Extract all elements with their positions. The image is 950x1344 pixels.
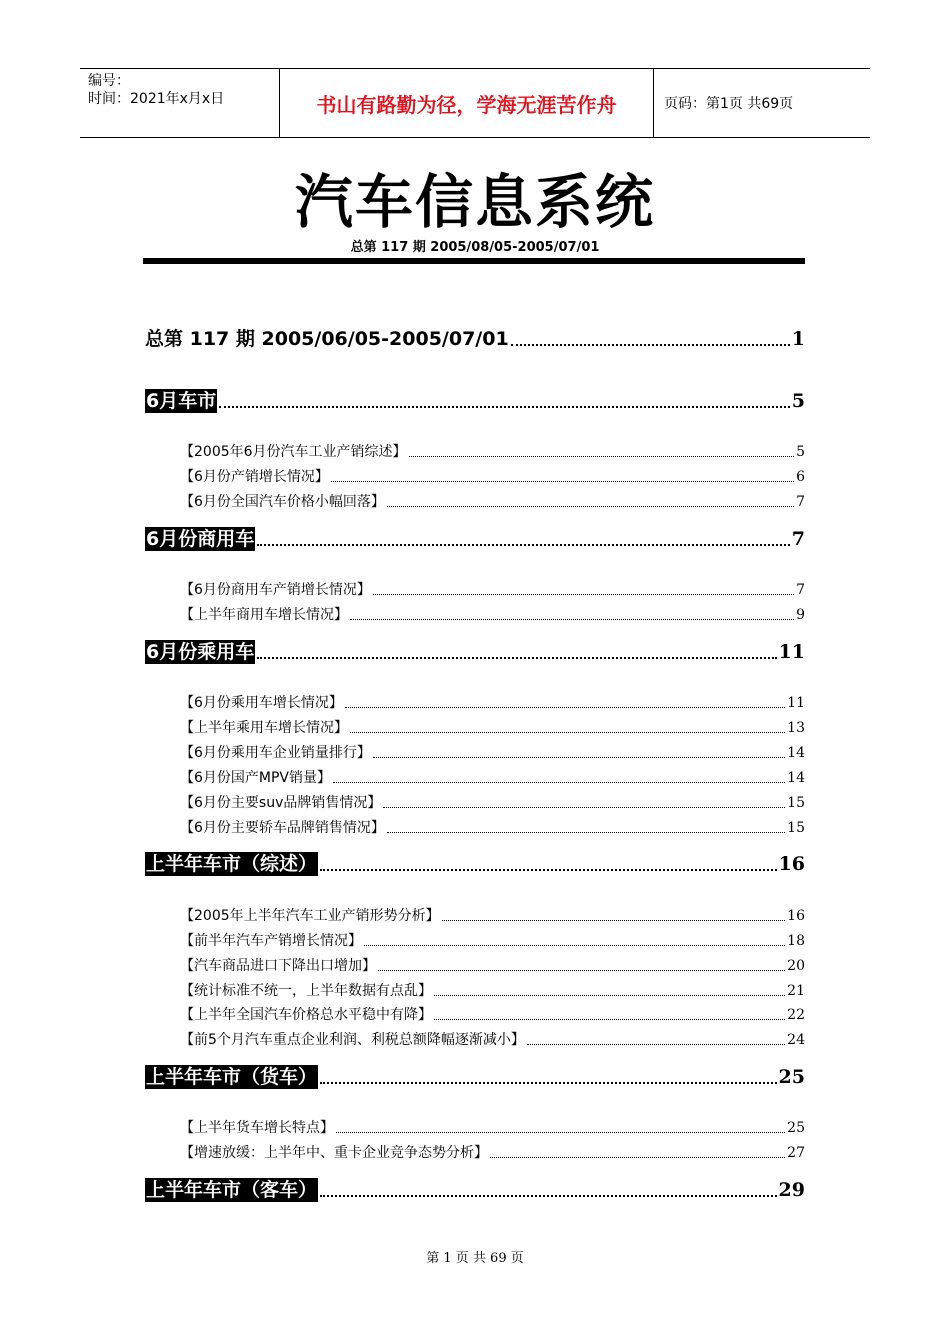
toc-item-page: 21 [787, 983, 805, 999]
toc-section-page: 7 [791, 528, 805, 550]
toc-item-page: 18 [787, 933, 805, 949]
toc-item-page: 25 [787, 1120, 805, 1136]
toc-item-label: 【前5个月汽车重点企业利润、利税总额降幅逐渐减小】 [180, 1032, 525, 1048]
toc-leader-dots [364, 945, 785, 946]
toc-leader-dots [373, 594, 794, 595]
toc-item-page: 14 [787, 745, 805, 761]
toc-item[interactable] [180, 817, 805, 837]
toc-leader-dots [387, 506, 794, 507]
toc-item-page: 22 [787, 1007, 805, 1023]
toc-item[interactable] [180, 767, 805, 787]
toc-item-label: 【6月份乘用车企业销量排行】 [180, 745, 371, 761]
toc-section-page: 16 [778, 853, 805, 875]
toc-item-page: 9 [796, 607, 805, 623]
toc-leader-dots [331, 481, 794, 482]
toc-item-label: 【上半年乘用车增长情况】 [180, 720, 348, 736]
toc-item-page: 7 [796, 494, 805, 510]
toc-leader-dots [257, 544, 790, 546]
toc-leader-dots [442, 920, 786, 921]
toc-item[interactable] [180, 441, 805, 461]
toc-leader-dots [320, 1195, 777, 1197]
toc-section-label: 6月份乘用车 [146, 641, 255, 663]
toc-item-label: 【6月份全国汽车价格小幅回落】 [180, 494, 385, 510]
toc-section[interactable] [145, 1065, 805, 1089]
toc-section-page: 11 [778, 641, 805, 663]
page-footer: 第 1 页 共 69 页 [426, 1251, 524, 1266]
toc-leader-dots [219, 406, 790, 408]
toc-item-label: 【上半年全国汽车价格总水平稳中有降】 [180, 1007, 432, 1023]
toc-item[interactable] [180, 980, 805, 1000]
document-subtitle: 总第 117 期 2005/08/05-2005/07/01 [350, 240, 600, 255]
toc-item[interactable] [180, 717, 805, 737]
toc-section[interactable] [145, 527, 805, 551]
toc-item[interactable] [180, 604, 805, 624]
toc-item[interactable] [180, 1142, 805, 1162]
toc-item[interactable] [180, 491, 805, 511]
toc-item-page: 20 [787, 958, 805, 974]
toc-leader-dots [257, 657, 776, 659]
toc-leader-dots [378, 970, 785, 971]
toc-item-label: 【上半年货车增长特点】 [180, 1120, 334, 1136]
toc-item-label: 【6月份主要轿车品牌销售情况】 [180, 820, 385, 836]
toc-item-label: 【6月份乘用车增长情况】 [180, 695, 343, 711]
toc-leader-dots [373, 757, 785, 758]
toc-item-page: 7 [796, 582, 805, 598]
toc-leader-dots [511, 344, 790, 346]
toc-item-label: 【上半年商用车增长情况】 [180, 607, 348, 623]
toc-item-label: 【6月份产销增长情况】 [180, 469, 329, 485]
toc-section-page: 25 [778, 1066, 805, 1088]
toc-item-page: 15 [787, 795, 805, 811]
toc-item-label: 【2005年上半年汽车工业产销形势分析】 [180, 908, 440, 924]
toc-section-label: 上半年车市（客车） [146, 1179, 318, 1201]
toc-leader-dots [350, 732, 785, 733]
toc-item-page: 11 [787, 695, 805, 711]
toc-item[interactable] [180, 792, 805, 812]
toc-item-label: 【6月份主要suv品牌销售情况】 [180, 795, 382, 811]
toc-item-page: 14 [787, 770, 805, 786]
toc-item[interactable] [180, 930, 805, 950]
document-header [80, 68, 870, 138]
toc-entry-page: 1 [791, 328, 805, 350]
toc-item-label: 【6月份商用车产销增长情况】 [180, 582, 371, 598]
toc-entry-label: 总第 117 期 2005/06/05-2005/07/01 [145, 328, 509, 350]
toc-item-page: 6 [796, 469, 805, 485]
toc-item-page: 13 [787, 720, 805, 736]
toc-item-page: 15 [787, 820, 805, 836]
toc-section-page: 5 [791, 390, 805, 412]
header-time-label: 时间：2021年x月x日 [88, 91, 225, 107]
toc-section-label: 上半年车市（货车） [146, 1066, 318, 1088]
toc-leader-dots [434, 1019, 785, 1020]
toc-leader-dots [409, 456, 795, 457]
title-rule [143, 258, 805, 264]
toc-item-label: 【6月份国产MPV销量】 [180, 770, 332, 786]
header-page-info: 页码：第1页 共69页 [664, 96, 794, 112]
toc-item[interactable] [180, 692, 805, 712]
toc-section-label: 6月车市 [146, 390, 217, 412]
toc-section[interactable] [145, 1178, 805, 1202]
toc-item-page: 24 [787, 1032, 805, 1048]
toc-section[interactable] [145, 852, 805, 876]
toc-item[interactable] [180, 1029, 805, 1049]
toc-section[interactable] [145, 389, 805, 413]
toc-leader-dots [527, 1044, 785, 1045]
header-meta [80, 69, 280, 137]
toc-section-label: 上半年车市（综述） [146, 853, 318, 875]
toc-item[interactable] [180, 1117, 805, 1137]
toc-leader-dots [320, 1082, 777, 1084]
toc-leader-dots [490, 1157, 785, 1158]
toc-item[interactable] [180, 742, 805, 762]
toc-section-label: 6月份商用车 [146, 528, 255, 550]
toc-leader-dots [434, 995, 785, 996]
header-code-label: 编号： [88, 73, 130, 89]
toc-leader-dots [320, 869, 777, 871]
toc-item-label: 【汽车商品进口下降出口增加】 [180, 958, 376, 974]
toc-entry-top[interactable] [145, 324, 805, 351]
toc-item-page: 5 [796, 444, 805, 460]
toc-leader-dots [345, 707, 785, 708]
toc-item-label: 【增速放缓：上半年中、重卡企业竞争态势分析】 [180, 1145, 488, 1161]
toc-leader-dots [350, 619, 794, 620]
document-title: 汽车信息系统 [294, 168, 655, 236]
toc-item[interactable] [180, 579, 805, 599]
header-motto: 书山有路勤为径，学海无涯苦作舟 [280, 69, 654, 137]
toc-leader-dots [383, 807, 785, 808]
toc-item[interactable] [180, 905, 805, 925]
toc-item[interactable] [180, 955, 805, 975]
toc-item-label: 【前半年汽车产销增长情况】 [180, 933, 362, 949]
toc-item-page: 16 [787, 908, 805, 924]
toc-item[interactable] [180, 466, 805, 486]
toc-item[interactable] [180, 1004, 805, 1024]
toc-section[interactable] [145, 640, 805, 664]
toc-item-label: 【统计标准不统一，上半年数据有点乱】 [180, 983, 432, 999]
toc-leader-dots [387, 832, 785, 833]
toc-leader-dots [333, 782, 785, 783]
toc-item-label: 【2005年6月份汽车工业产销综述】 [180, 444, 407, 460]
toc-section-page: 29 [778, 1179, 805, 1201]
toc-leader-dots [336, 1132, 785, 1133]
toc-item-page: 27 [787, 1145, 805, 1161]
